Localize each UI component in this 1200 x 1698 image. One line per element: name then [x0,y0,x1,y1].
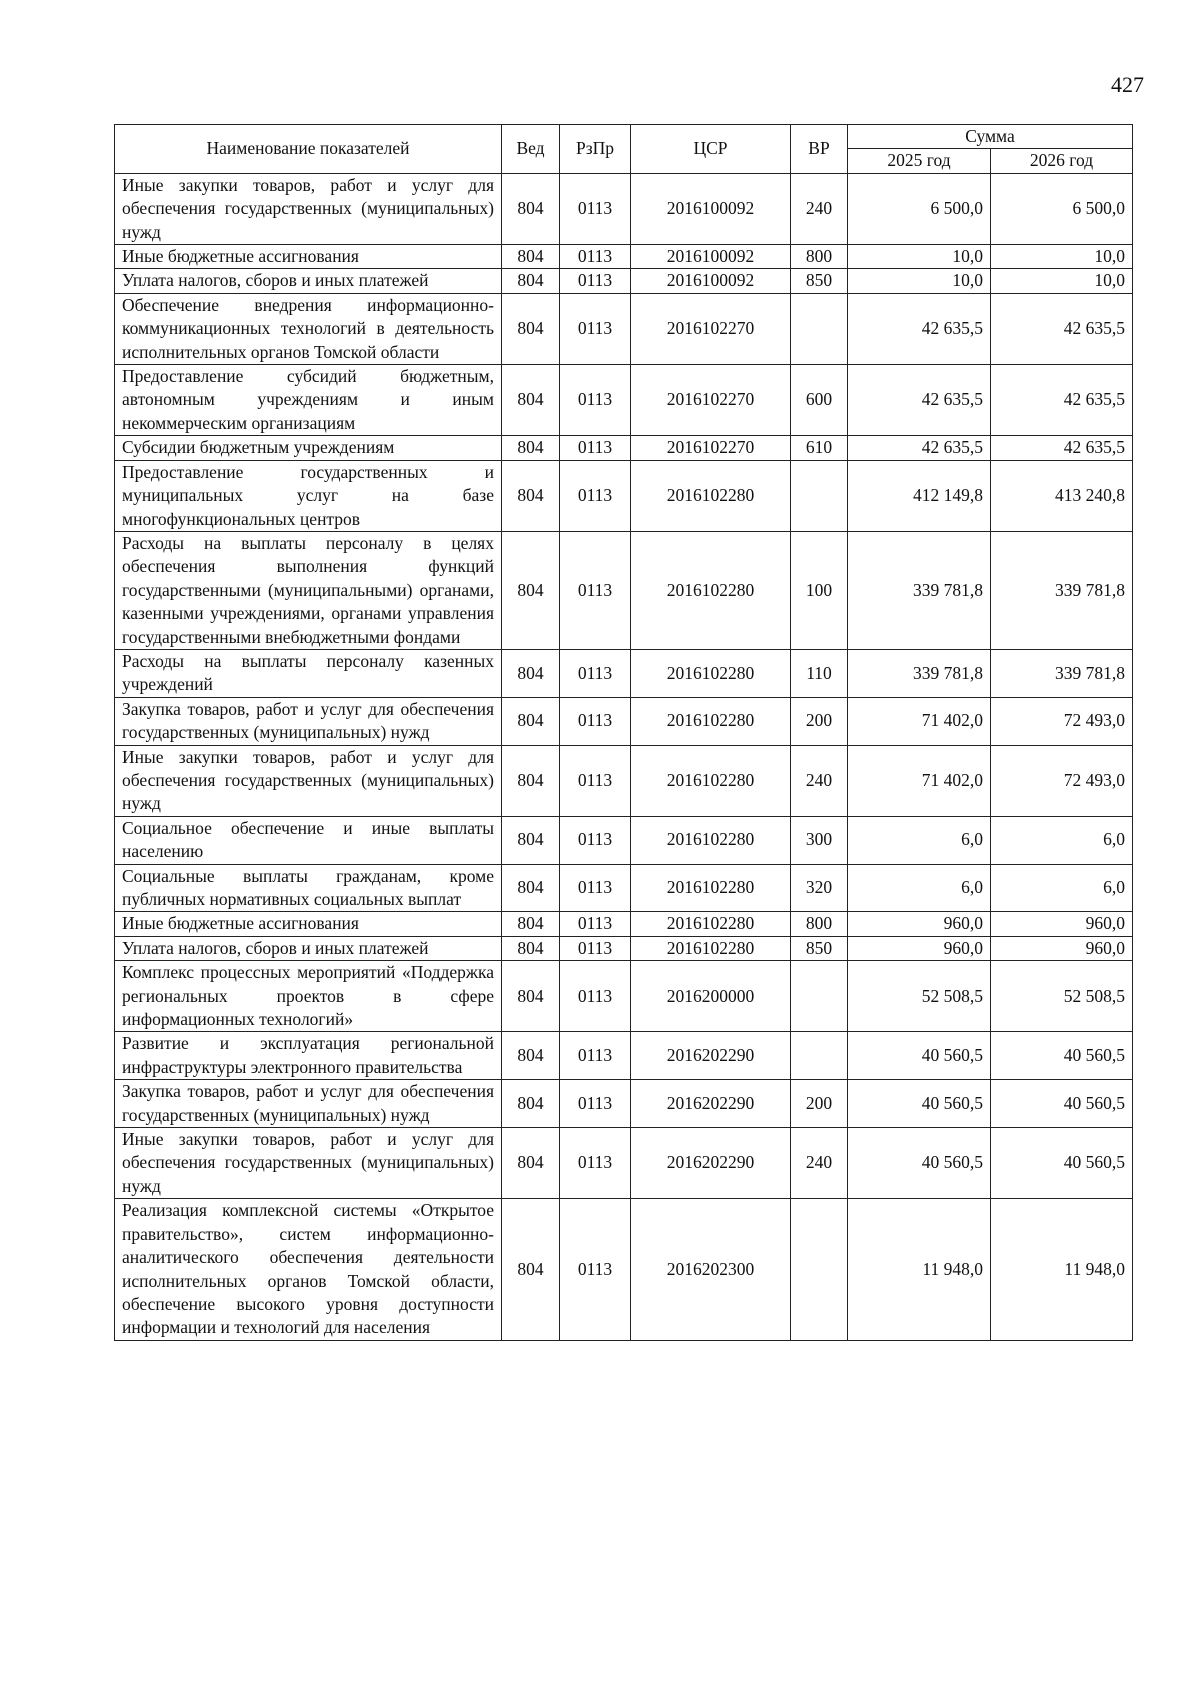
cell-vr: 200 [791,1080,848,1128]
cell-name: Социальные выплаты гражданам, кроме публичных нормативных социальных выплат [115,864,502,912]
cell-sum-2025: 412 149,8 [848,460,991,531]
cell-rzpr: 0113 [560,173,631,244]
cell-csr: 2016102280 [631,649,791,697]
cell-ved: 804 [502,745,560,816]
cell-sum-2025: 339 781,8 [848,649,991,697]
table-row [115,173,1133,244]
cell-csr: 2016102280 [631,460,791,531]
cell-rzpr: 0113 [560,961,631,1032]
table-row [115,745,1133,816]
cell-vr: 100 [791,531,848,649]
cell-ved: 804 [502,936,560,960]
cell-sum-2025: 10,0 [848,245,991,269]
cell-csr: 2016102280 [631,745,791,816]
cell-sum-2025: 960,0 [848,936,991,960]
cell-csr: 2016202300 [631,1199,791,1340]
cell-csr: 2016102280 [631,912,791,936]
header-rzpr: РзПр [560,125,631,174]
cell-ved: 804 [502,816,560,864]
cell-sum-2025: 10,0 [848,269,991,293]
table-row [115,365,1133,436]
cell-ved: 804 [502,269,560,293]
header-csr: ЦСР [631,125,791,174]
cell-sum-2025: 71 402,0 [848,697,991,745]
cell-sum-2026: 52 508,5 [991,961,1133,1032]
cell-sum-2026: 10,0 [991,245,1133,269]
cell-ved: 804 [502,864,560,912]
cell-name: Расходы на выплаты персоналу казенных учреждений [115,649,502,697]
cell-rzpr: 0113 [560,816,631,864]
table-header [115,125,1133,174]
table-row [115,1128,1133,1199]
cell-name: Уплата налогов, сборов и иных платежей [115,936,502,960]
cell-ved: 804 [502,1080,560,1128]
cell-csr: 2016200000 [631,961,791,1032]
cell-sum-2026: 10,0 [991,269,1133,293]
cell-name: Субсидии бюджетным учреждениям [115,436,502,460]
cell-vr: 610 [791,436,848,460]
cell-name: Иные закупки товаров, работ и услуг для обеспечения государственных (муниципальных) нужд [115,1128,502,1199]
cell-sum-2026: 11 948,0 [991,1199,1133,1340]
cell-csr: 2016102280 [631,531,791,649]
cell-vr: 240 [791,173,848,244]
cell-ved: 804 [502,531,560,649]
cell-ved: 804 [502,460,560,531]
cell-sum-2025: 40 560,5 [848,1128,991,1199]
cell-sum-2026: 413 240,8 [991,460,1133,531]
cell-sum-2026: 42 635,5 [991,365,1133,436]
cell-sum-2026: 960,0 [991,936,1133,960]
cell-name: Реализация комплексной системы «Открытое правительство», систем информационно-аналитического обеспечения деятельности исполнительных органов Томской области, обеспечение высокого уровня доступности информации и технологий для населения [115,1199,502,1340]
cell-sum-2025: 6,0 [848,816,991,864]
cell-vr [791,961,848,1032]
cell-csr: 2016202290 [631,1128,791,1199]
cell-sum-2026: 6 500,0 [991,173,1133,244]
table-row [115,864,1133,912]
budget-table [114,124,1133,1341]
header-year-2025: 2025 год [848,149,991,173]
table-row [115,1199,1133,1340]
table-row [115,649,1133,697]
cell-name: Иные закупки товаров, работ и услуг для обеспечения государственных (муниципальных) нужд [115,745,502,816]
cell-rzpr: 0113 [560,531,631,649]
cell-sum-2026: 40 560,5 [991,1128,1133,1199]
cell-sum-2025: 40 560,5 [848,1032,991,1080]
cell-csr: 2016102280 [631,864,791,912]
cell-rzpr: 0113 [560,293,631,364]
table-row [115,269,1133,293]
cell-rzpr: 0113 [560,1199,631,1340]
cell-rzpr: 0113 [560,1128,631,1199]
cell-ved: 804 [502,912,560,936]
cell-rzpr: 0113 [560,912,631,936]
cell-name: Иные бюджетные ассигнования [115,912,502,936]
cell-csr: 2016102270 [631,293,791,364]
cell-vr: 320 [791,864,848,912]
cell-sum-2025: 11 948,0 [848,1199,991,1340]
header-year-2026: 2026 год [991,149,1133,173]
cell-ved: 804 [502,293,560,364]
table-row [115,936,1133,960]
cell-ved: 804 [502,245,560,269]
cell-name: Предоставление субсидий бюджетным, автономным учреждениям и иным некоммерческим организациям [115,365,502,436]
cell-ved: 804 [502,1032,560,1080]
table-row [115,293,1133,364]
cell-sum-2026: 72 493,0 [991,745,1133,816]
cell-sum-2026: 72 493,0 [991,697,1133,745]
cell-csr: 2016100092 [631,269,791,293]
cell-name: Иные бюджетные ассигнования [115,245,502,269]
cell-rzpr: 0113 [560,460,631,531]
cell-sum-2025: 42 635,5 [848,293,991,364]
cell-vr: 240 [791,745,848,816]
cell-ved: 804 [502,1199,560,1340]
cell-vr: 800 [791,245,848,269]
cell-name: Предоставление государственных и муниципальных услуг на базе многофункциональных центров [115,460,502,531]
cell-rzpr: 0113 [560,697,631,745]
cell-ved: 804 [502,173,560,244]
cell-ved: 804 [502,961,560,1032]
cell-csr: 2016102280 [631,697,791,745]
cell-vr: 600 [791,365,848,436]
cell-name: Закупка товаров, работ и услуг для обеспечения государственных (муниципальных) нужд [115,697,502,745]
cell-vr: 850 [791,936,848,960]
table-row [115,531,1133,649]
cell-rzpr: 0113 [560,1080,631,1128]
header-sum: Сумма [848,125,1133,149]
cell-sum-2025: 960,0 [848,912,991,936]
cell-name: Уплата налогов, сборов и иных платежей [115,269,502,293]
cell-sum-2026: 40 560,5 [991,1032,1133,1080]
cell-name: Обеспечение внедрения информационно-коммуникационных технологий в деятельность исполнительных органов Томской области [115,293,502,364]
cell-name: Расходы на выплаты персоналу в целях обеспечения выполнения функций государственными (муниципальными) органами, казенными учреждениями, органами управления государственными внебюджетными фондами [115,531,502,649]
cell-name: Комплекс процессных мероприятий «Поддержка региональных проектов в сфере информационных технологий» [115,961,502,1032]
cell-name: Развитие и эксплуатация региональной инфраструктуры электронного правительства [115,1032,502,1080]
cell-sum-2025: 339 781,8 [848,531,991,649]
cell-sum-2025: 71 402,0 [848,745,991,816]
table-row [115,1080,1133,1128]
cell-vr [791,1199,848,1340]
cell-vr: 110 [791,649,848,697]
cell-ved: 804 [502,697,560,745]
cell-sum-2025: 52 508,5 [848,961,991,1032]
cell-csr: 2016102280 [631,816,791,864]
table-row [115,1032,1133,1080]
cell-rzpr: 0113 [560,649,631,697]
cell-sum-2025: 42 635,5 [848,365,991,436]
cell-ved: 804 [502,1128,560,1199]
cell-name: Социальное обеспечение и иные выплаты населению [115,816,502,864]
cell-sum-2025: 42 635,5 [848,436,991,460]
cell-rzpr: 0113 [560,365,631,436]
cell-sum-2025: 6,0 [848,864,991,912]
cell-sum-2026: 6,0 [991,864,1133,912]
cell-vr: 300 [791,816,848,864]
cell-csr: 2016102280 [631,936,791,960]
table-row [115,460,1133,531]
cell-vr [791,293,848,364]
cell-csr: 2016102270 [631,436,791,460]
header-ved: Вед [502,125,560,174]
cell-name: Иные закупки товаров, работ и услуг для обеспечения государственных (муниципальных) нужд [115,173,502,244]
table-body [115,173,1133,1340]
cell-vr: 200 [791,697,848,745]
table-row [115,436,1133,460]
cell-sum-2026: 42 635,5 [991,293,1133,364]
page-number: 427 [1111,72,1144,97]
cell-vr [791,1032,848,1080]
cell-vr [791,460,848,531]
cell-rzpr: 0113 [560,864,631,912]
cell-csr: 2016202290 [631,1080,791,1128]
cell-rzpr: 0113 [560,269,631,293]
table-row [115,961,1133,1032]
cell-ved: 804 [502,365,560,436]
cell-rzpr: 0113 [560,245,631,269]
table-row [115,816,1133,864]
table-row [115,697,1133,745]
cell-sum-2025: 6 500,0 [848,173,991,244]
cell-name: Закупка товаров, работ и услуг для обеспечения государственных (муниципальных) нужд [115,1080,502,1128]
cell-sum-2025: 40 560,5 [848,1080,991,1128]
cell-vr: 240 [791,1128,848,1199]
cell-rzpr: 0113 [560,936,631,960]
cell-sum-2026: 960,0 [991,912,1133,936]
cell-ved: 804 [502,649,560,697]
cell-csr: 2016202290 [631,1032,791,1080]
header-vr: ВР [791,125,848,174]
cell-csr: 2016100092 [631,245,791,269]
cell-csr: 2016100092 [631,173,791,244]
cell-vr: 850 [791,269,848,293]
table-row [115,912,1133,936]
cell-ved: 804 [502,436,560,460]
cell-rzpr: 0113 [560,745,631,816]
cell-sum-2026: 339 781,8 [991,531,1133,649]
cell-vr: 800 [791,912,848,936]
cell-sum-2026: 40 560,5 [991,1080,1133,1128]
cell-csr: 2016102270 [631,365,791,436]
cell-rzpr: 0113 [560,1032,631,1080]
cell-sum-2026: 42 635,5 [991,436,1133,460]
cell-sum-2026: 6,0 [991,816,1133,864]
cell-rzpr: 0113 [560,436,631,460]
cell-sum-2026: 339 781,8 [991,649,1133,697]
table-row [115,245,1133,269]
header-name: Наименование показателей [115,125,502,174]
